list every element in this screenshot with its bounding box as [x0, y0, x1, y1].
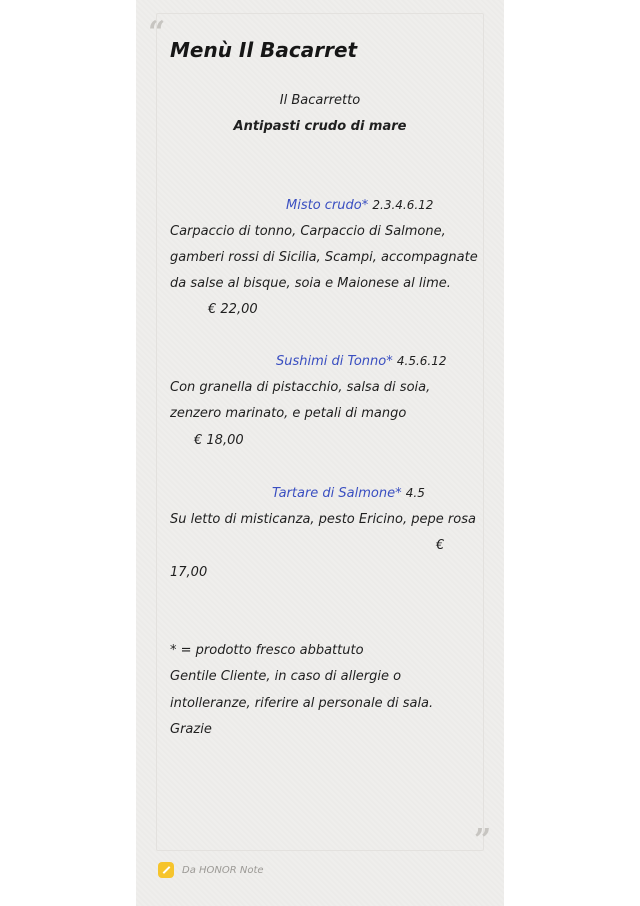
dish-heading [272, 486, 425, 501]
note-page [136, 0, 504, 906]
note-line: intolleranze, riferire al personale di sala. [170, 696, 434, 711]
section-heading: Antipasti crudo di mare [233, 119, 407, 134]
dish-description-line: Con granella di pistacchio, salsa di soia, [170, 380, 431, 395]
dish-heading [276, 354, 447, 369]
dish-description-line: zenzero marinato, e petali di mango [170, 406, 407, 421]
dish-heading [286, 198, 433, 213]
dish-price-amount: 17,00 [170, 565, 208, 580]
dish-price: € 22,00 [208, 302, 258, 317]
note-line: Gentile Cliente, in caso di allergie o [170, 669, 402, 684]
allergen-codes: 4.5 [405, 486, 425, 500]
dish-name: Sushimi di Tonno* [276, 354, 393, 369]
app-footer [158, 862, 264, 878]
dish-description-line: da salse al bisque, soia e Maionese al lime. [170, 276, 451, 291]
dish-description-line: Su letto di misticanza, pesto Ericino, pepe rosa [170, 512, 476, 527]
dish-description-line: gamberi rossi di Sicilia, Scampi, accompagnate [170, 250, 478, 265]
dish-name: Misto crudo* [286, 198, 369, 213]
dish-description-line: Carpaccio di tonno, Carpaccio di Salmone, [170, 224, 446, 239]
dish-price: € 18,00 [194, 433, 244, 448]
page-title: Menù Il Bacarret [170, 38, 358, 62]
dish-name: Tartare di Salmone* [272, 486, 402, 501]
note-line: Grazie [170, 722, 212, 737]
subtitle: Il Bacarretto [279, 93, 361, 108]
note-pencil-icon [158, 862, 174, 878]
allergen-codes: 2.3.4.6.12 [372, 198, 434, 212]
close-quote-icon: ” [474, 823, 492, 858]
note-line: * = prodotto fresco abbattuto [170, 643, 364, 658]
dish-price-currency: € [436, 538, 445, 553]
app-label: Da HONOR Note [182, 864, 264, 876]
allergen-codes: 4.5.6.12 [396, 354, 447, 368]
open-quote-icon: “ [148, 15, 166, 50]
